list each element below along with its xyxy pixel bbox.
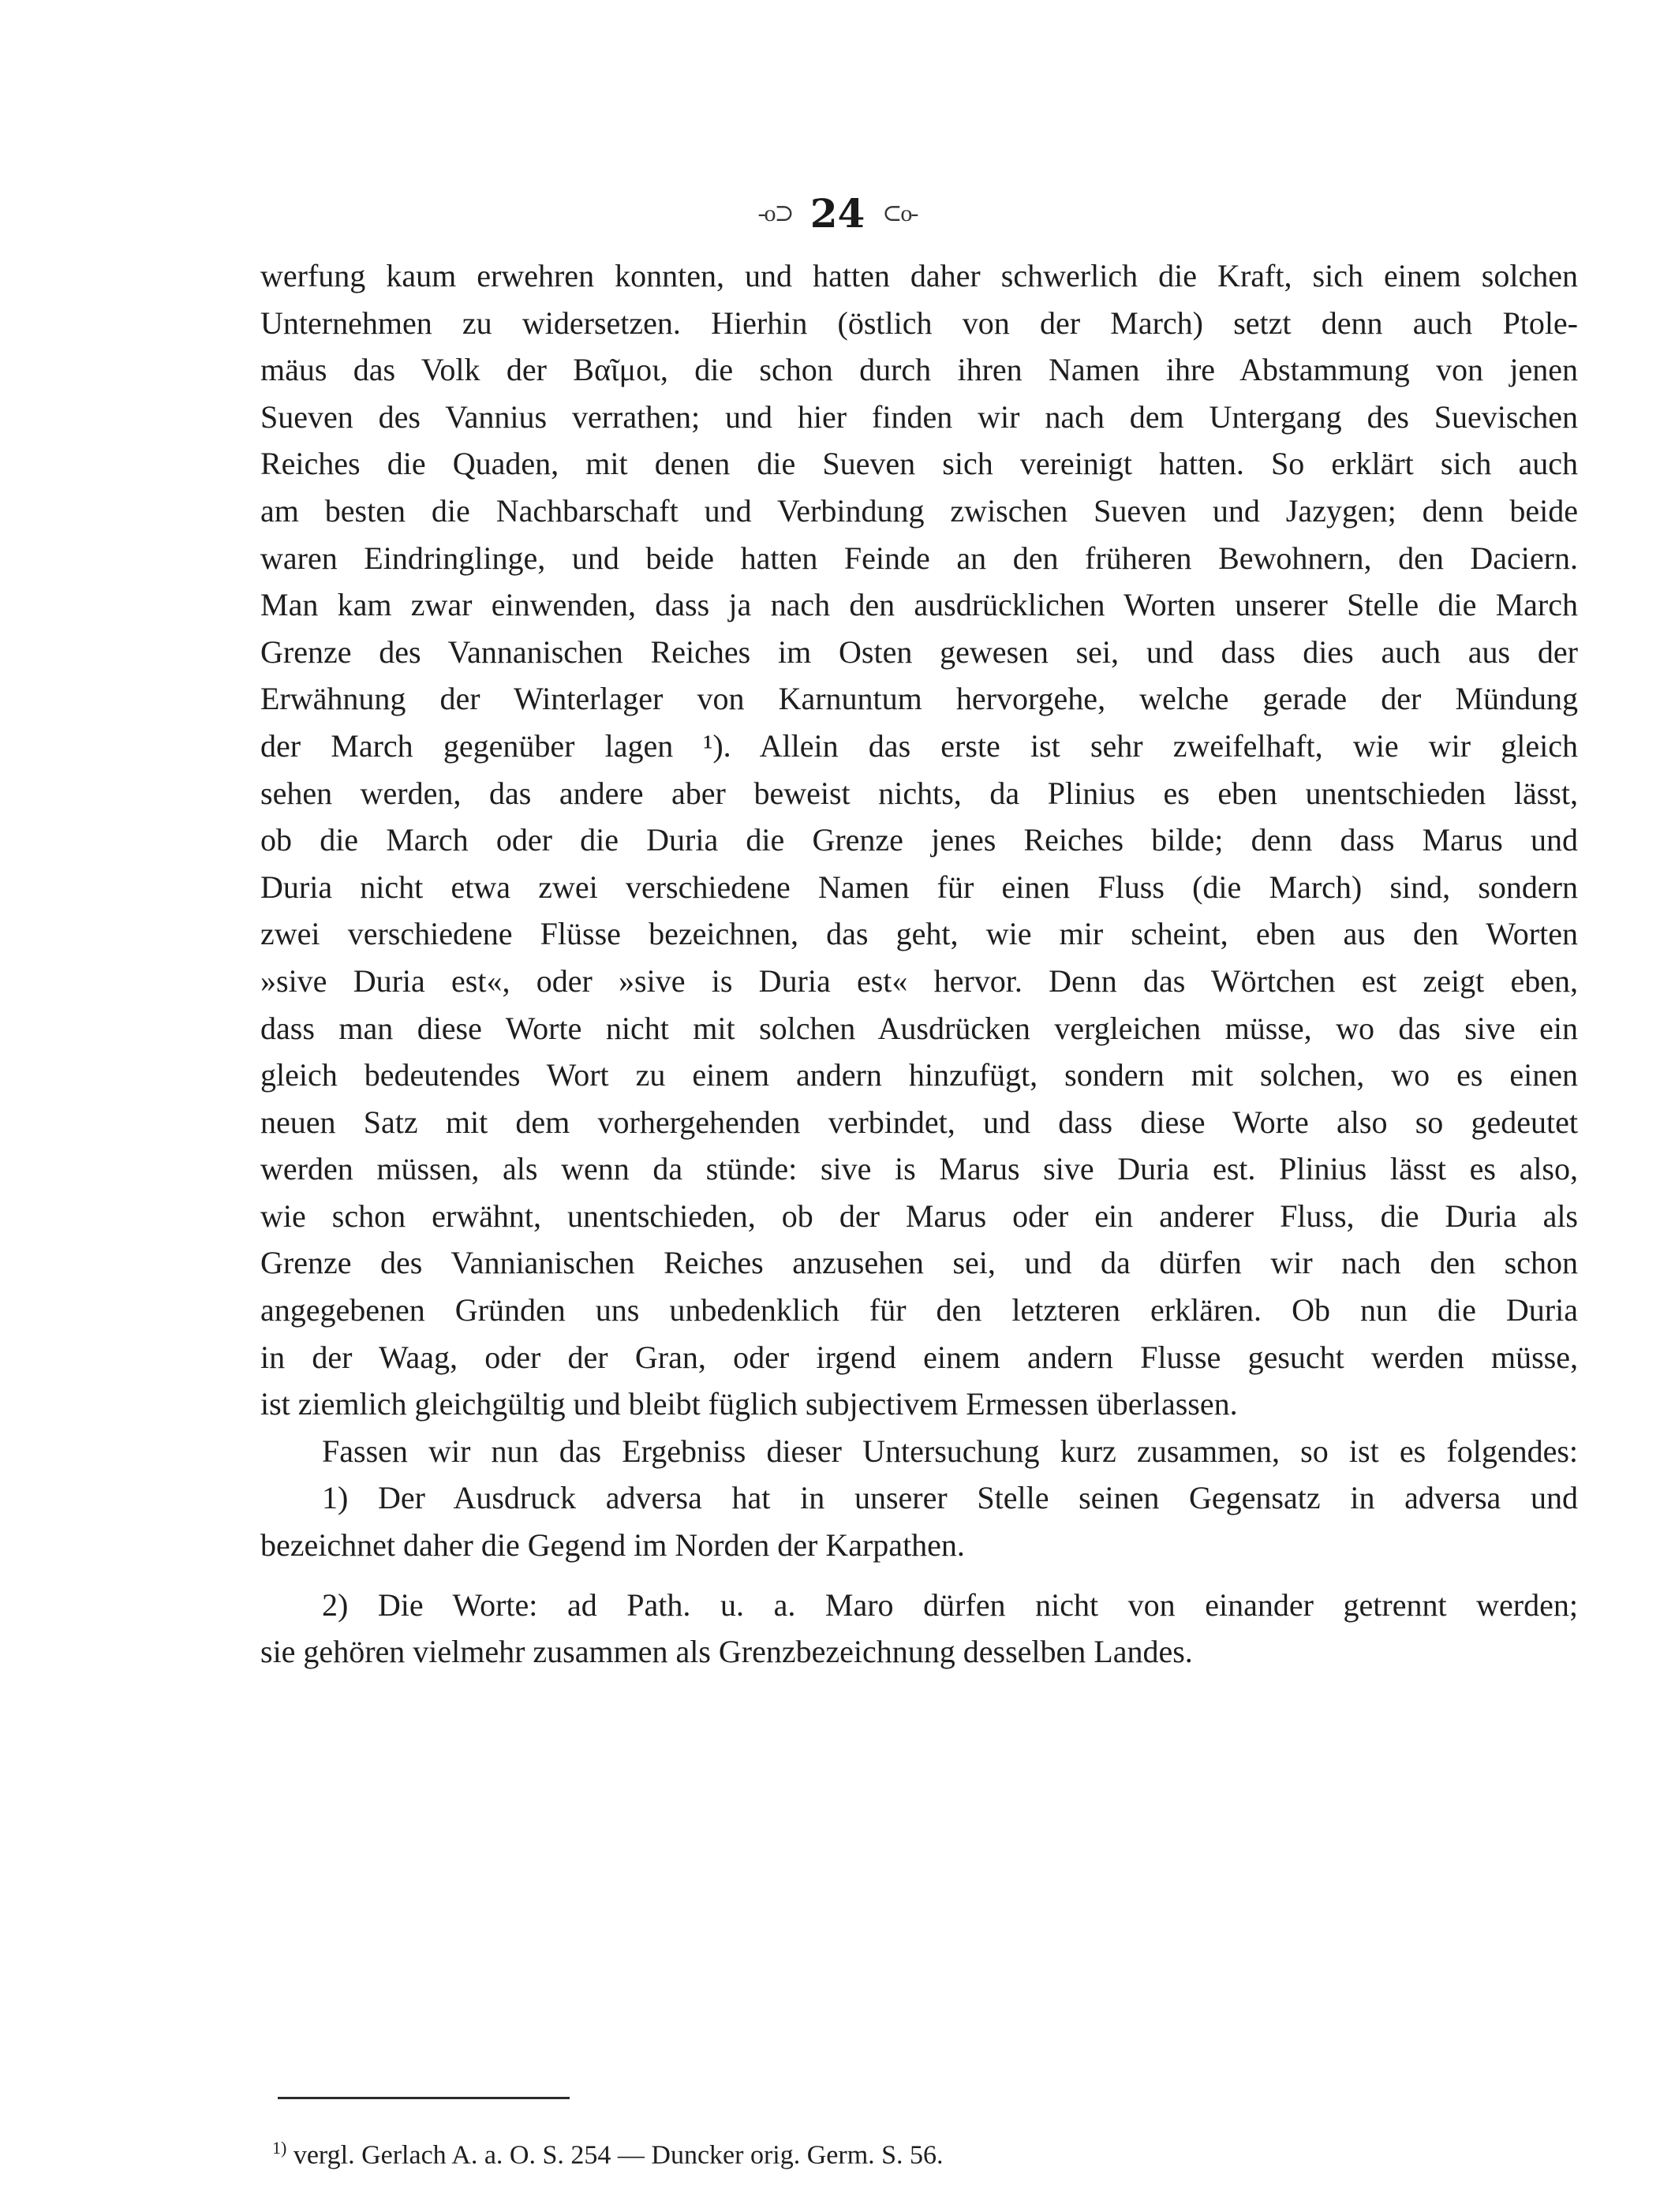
text-line: 2) Die Worte: ad Path. u. a. Maro dürfen nicht von einander getrennt werden; <box>322 1586 1578 1623</box>
page-header <box>0 185 1675 241</box>
text-line: Unternehmen zu widersetzen. Hierhin (östlich von der March) setzt denn auch Ptole- <box>260 305 1578 341</box>
text-line: neuen Satz mit dem vorhergehenden verbindet, und dass diese Worte also so gedeutet <box>260 1104 1578 1140</box>
header-ornament-left: -o⊃ <box>757 200 793 226</box>
paragraph-3 <box>260 1582 1578 1676</box>
text-line: 1) Der Ausdruck adversa hat in unserer Stelle seinen Gegensatz in adversa und <box>322 1480 1578 1516</box>
text-line: angegebenen Gründen uns unbedenklich für den letzteren erklären. Ob nun die Duria <box>260 1292 1578 1328</box>
text-line: Duria nicht etwa zwei verschiedene Namen für einen Fluss (die March) sind, sondern <box>260 869 1578 905</box>
text-line: »sive Duria est«, oder »sive is Duria est« hervor. Denn das Wörtchen est zeigt eben, <box>260 962 1578 999</box>
text-line: sehen werden, das andere aber beweist nichts, da Plinius es eben unentschieden lässt, <box>260 775 1578 811</box>
text-line: zwei verschiedene Flüsse bezeichnen, das geht, wie mir scheint, eben aus den Worten <box>260 916 1578 952</box>
body-text <box>260 252 1578 1676</box>
text-line: in der Waag, oder der Gran, oder irgend einem andern Flusse gesucht werden müsse, <box>260 1339 1578 1375</box>
text-line: werden müssen, als wenn da stünde: sive is Marus sive Duria est. Plinius lässt es also, <box>260 1151 1578 1187</box>
paragraph-1 <box>260 252 1578 1428</box>
text-line: werfung kaum erwehren konnten, und hatten daher schwerlich die Kraft, sich einem solchen <box>260 258 1578 293</box>
text-line: wie schon erwähnt, unentschieden, ob der Marus oder ein anderer Fluss, die Duria als <box>260 1198 1578 1234</box>
text-line: ist ziemlich gleichgültig und bleibt füglich subjectivem Ermessen überlassen. <box>260 1386 1238 1422</box>
text-line: Grenze des Vannianischen Reiches anzusehen sei, und da dürfen wir nach den schon <box>260 1245 1578 1281</box>
footnote-mark: 1) <box>272 2138 287 2158</box>
text-line: mäus das Volk der Βαῖμοι, die schon durch ihren Namen ihre Abstammung von jenen <box>260 352 1578 388</box>
text-line: Fassen wir nun das Ergebniss dieser Untersuchung kurz zusammen, so ist es folgendes: <box>322 1433 1578 1469</box>
footnote-separator <box>278 2097 570 2099</box>
paragraph-2 <box>260 1428 1578 1569</box>
text-line: Reiches die Quaden, mit denen die Sueven sich vereinigt hatten. So erklärt sich auch <box>260 446 1578 482</box>
text-line: Man kam zwar einwenden, dass ja nach den ausdrücklichen Worten unserer Stelle die March <box>260 587 1578 623</box>
text-line: gleich bedeutendes Wort zu einem andern hinzufügt, sondern mit solchen, wo es einen <box>260 1057 1578 1093</box>
footnote <box>272 2138 944 2170</box>
text-line: Erwähnung der Winterlager von Karnuntum hervorgehe, welche gerade der Mündung <box>260 681 1578 717</box>
footnote-text: vergl. Gerlach A. a. O. S. 254 — Duncker orig. Germ. S. 56. <box>286 2140 944 2170</box>
header-ornament-right: ⊂o- <box>882 200 918 226</box>
text-line: Grenze des Vannanischen Reiches im Osten gewesen sei, und dass dies auch aus der <box>260 633 1578 670</box>
text-line: waren Eindringlinge, und beide hatten Feinde an den früheren Bewohnern, den Daciern. <box>260 540 1578 576</box>
text-line: dass man diese Worte nicht mit solchen Ausdrücken vergleichen müsse, wo das sive ein <box>260 1010 1578 1046</box>
text-line: ob die March oder die Duria die Grenze jenes Reiches bilde; denn dass Marus und <box>260 822 1578 858</box>
text-line: Sueven des Vannius verrathen; und hier finden wir nach dem Untergang des Suevischen <box>260 398 1578 435</box>
text-line: bezeichnet daher die Gegend im Norden der Karpathen. <box>260 1527 965 1564</box>
text-line: der March gegenüber lagen ¹). Allein das erste ist sehr zweifelhaft, wie wir gleich <box>260 727 1578 764</box>
text-line: sie gehören vielmehr zusammen als Grenzbezeichnung desselben Landes. <box>260 1634 1193 1670</box>
text-line: am besten die Nachbarschaft und Verbindung zwischen Sueven und Jazygen; denn beide <box>260 492 1578 529</box>
page-number: 24 <box>809 189 866 237</box>
